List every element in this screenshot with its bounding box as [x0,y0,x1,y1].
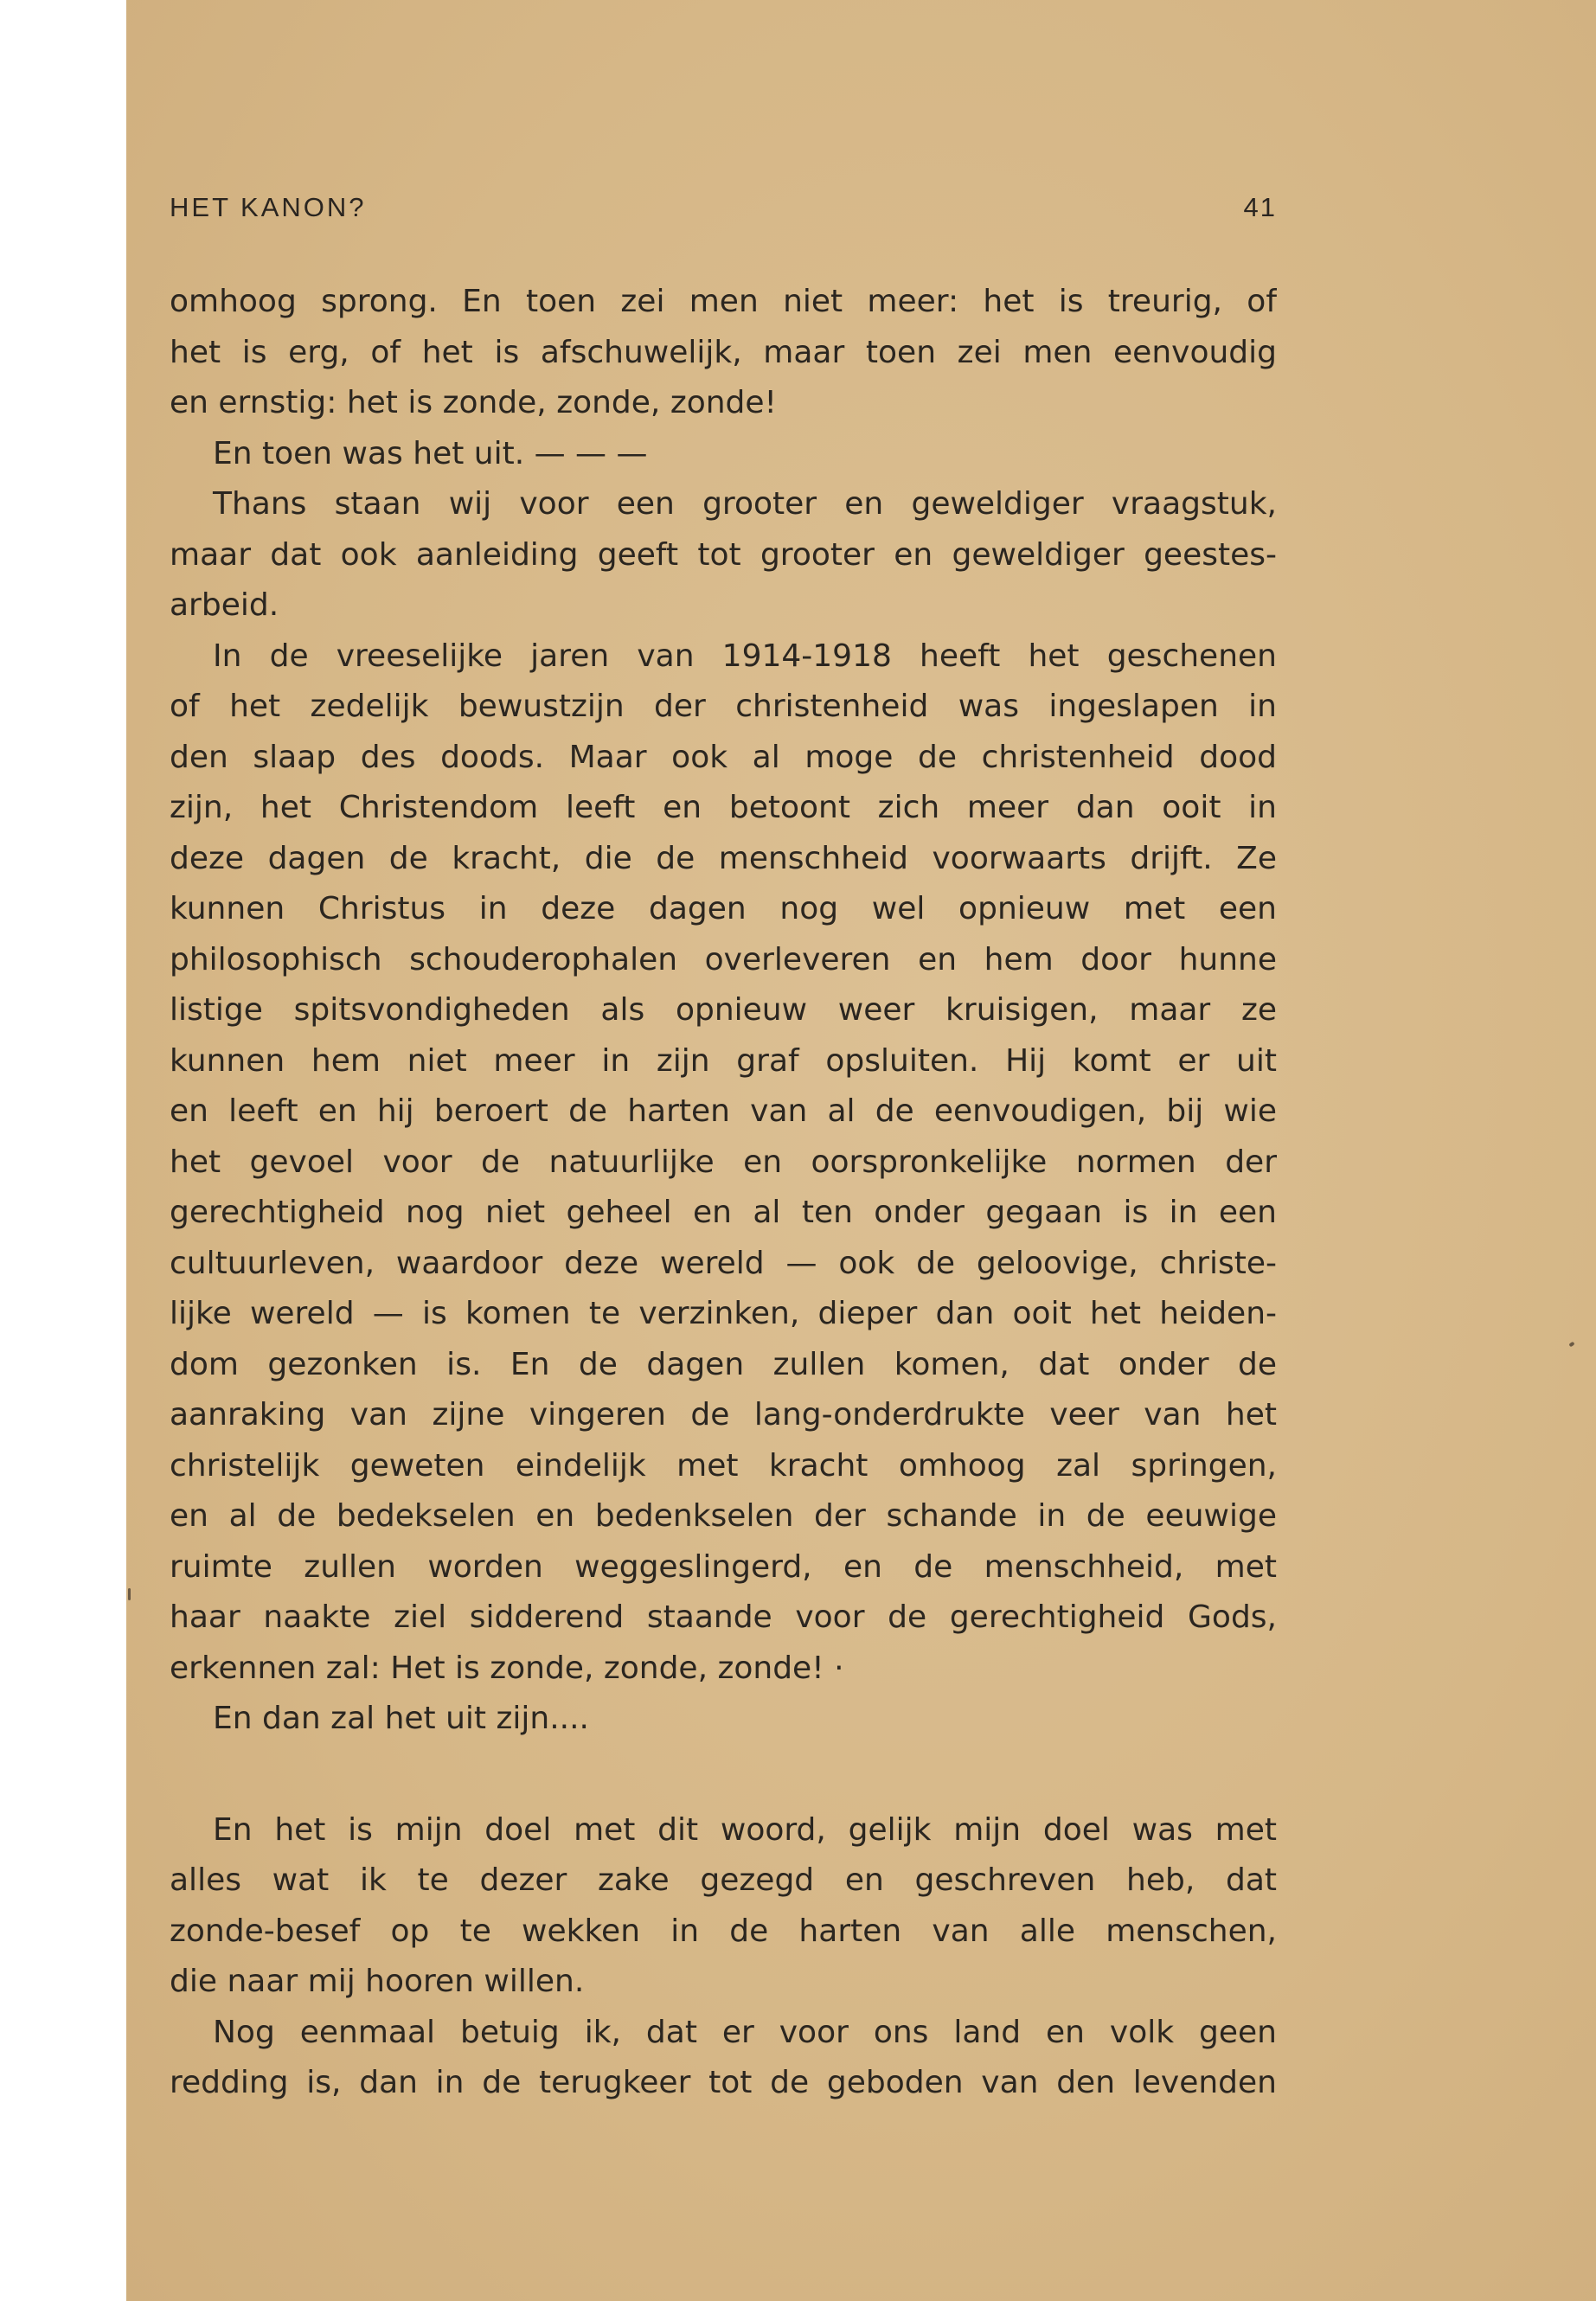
text-line: en ernstig: het is zonde, zonde, zonde! [170,385,777,420]
text-line: In de vreeselijke jaren van 1914-1918 heeft het geschenen [213,638,1277,674]
text-line: en leeft en hij beroert de harten van al de eenvoudigen, bij wie [170,1093,1277,1129]
text-line: dom gezonken is. En de dagen zullen komen, dat onder de [170,1346,1277,1382]
paper-speck [1568,1342,1574,1348]
text-line: en al de bedekselen en bedenkselen der schande in de eeuwige [170,1498,1277,1534]
text-line: het is erg, of het is afschuwelijk, maar toen zei men eenvoudig [170,334,1277,370]
text-line: En toen was het uit. — — — [213,435,648,471]
text-line: deze dagen de kracht, die de menschheid voorwaarts drijft. Ze [170,840,1277,876]
text-line: haar naakte ziel sidderend staande voor de gerechtigheid Gods, [170,1599,1277,1635]
running-head-title: HET KANON? [170,192,367,222]
section-gap [170,1745,1277,1805]
text-line: alles wat ik te dezer zake gezegd en geschreven heb, dat [170,1862,1277,1898]
text-line: zijn, het Christendom leeft en betoont zich meer dan ooit in [170,790,1277,825]
text-line: listige spitsvondigheden als opnieuw weer kruisigen, maar ze [170,992,1277,1028]
text-line: cultuurleven, waardoor deze wereld — ook de geloovige, christe- [170,1245,1277,1281]
running-head [170,192,1277,235]
text-line: ruimte zullen worden weggeslingerd, en de menschheid, met [170,1548,1277,1585]
text-line: die naar mij hooren willen. [170,1964,585,1999]
text-line: omhoog sprong. En toen zei men niet meer: het is treurig, of [170,284,1277,319]
text-line: maar dat ook aanleiding geeft tot grooter en geweldiger geestes- [170,536,1277,573]
text-line: zonde-besef op te wekken in de harten van alle menschen, [170,1913,1277,1949]
text-line: kunnen Christus in deze dagen nog wel opnieuw met een [170,891,1277,926]
text-line: En het is mijn doel met dit woord, gelijk mijn doel was met [213,1811,1277,1848]
paper-speck [128,1588,131,1600]
text-line: het gevoel voor de natuurlijke en oorspronkelijke normen der [170,1144,1277,1180]
text-line: christelijk geweten eindelijk met kracht omhoog zal springen, [170,1447,1277,1484]
text-line: erkennen zal: Het is zonde, zonde, zonde! · [170,1650,844,1686]
text-line: En dan zal het uit zijn.... [213,1701,589,1736]
text-line: aanraking van zijne vingeren de lang-onderdrukte veer van het [170,1397,1277,1433]
text-line: Nog eenmaal betuig ik, dat er voor ons land en volk geen [213,2014,1277,2050]
text-line: kunnen hem niet meer in zijn graf opsluiten. Hij komt er uit [170,1042,1277,1079]
text-line: arbeid. [170,587,279,623]
text-line: philosophisch schouderophalen overleveren en hem door hunne [170,941,1277,977]
book-page [126,0,1596,2301]
text-line: lijke wereld — is komen te verzinken, dieper dan ooit het heiden- [170,1296,1277,1331]
text-line: redding is, dan in de terugkeer tot de geboden van den levenden [170,2065,1277,2100]
text-line: gerechtigheid nog niet geheel en al ten onder gegaan is in een [170,1195,1277,1230]
page-number: 41 [1243,192,1277,222]
text-line: den slaap des doods. Maar ook al moge de christenheid dood [170,739,1277,775]
body-text [170,277,1277,2109]
text-line: of het zedelijk bewustzijn der christenheid was ingeslapen in [170,689,1277,724]
text-line: Thans staan wij voor een grooter en geweldiger vraagstuk, [213,486,1277,522]
